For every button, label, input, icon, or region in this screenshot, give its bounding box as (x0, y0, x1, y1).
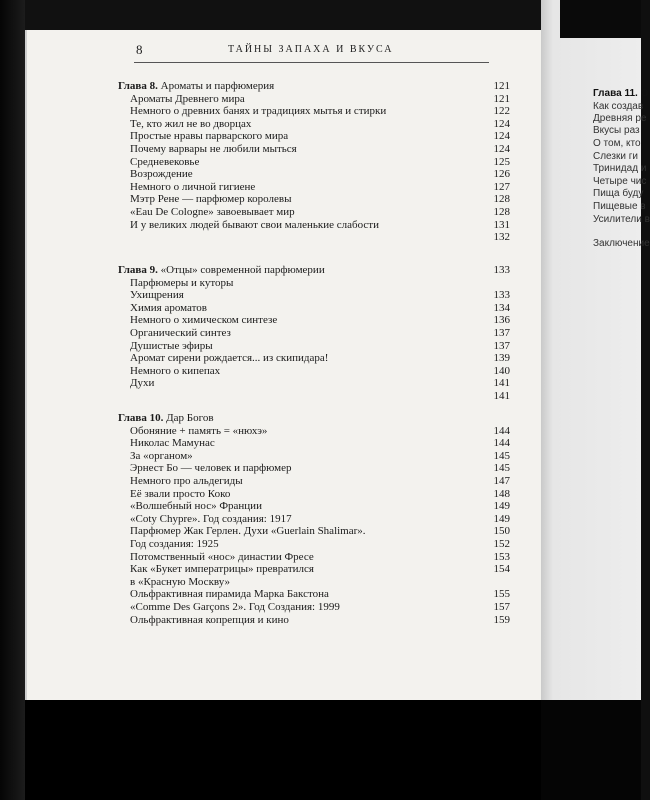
chapter-heading (110, 80, 510, 93)
toc-entry-title: Николас Мамунас (130, 437, 215, 450)
chapter-heading (110, 264, 510, 277)
chapter-9 (110, 264, 510, 403)
toc-entry-page: 150 (493, 525, 510, 538)
toc-entry-page: 125 (493, 155, 510, 168)
toc-entry-page: 148 (493, 487, 510, 500)
chapter-page: 133 (493, 264, 510, 276)
toc-entry-page: 132 (493, 231, 510, 244)
toc-entry-page: 154 (493, 563, 510, 576)
toc-entry (110, 118, 510, 131)
toc-entry (110, 193, 510, 206)
toc-entry (110, 500, 510, 513)
toc-entry-title: Простые нравы парварского мира (130, 130, 289, 143)
toc-entry-page: 139 (493, 352, 510, 365)
toc-entry (110, 340, 510, 353)
toc-entry-page: 124 (493, 117, 510, 130)
toc-entry (110, 314, 510, 327)
toc-entry-page: 126 (493, 168, 510, 181)
toc-entry (110, 538, 510, 551)
toc-entry (110, 352, 510, 365)
toc-entry (110, 219, 510, 232)
toc-entry (110, 289, 510, 302)
toc-entry (110, 576, 510, 589)
toc-entry (110, 327, 510, 340)
toc-entry (110, 105, 510, 118)
facing-page-line: Как создав (593, 101, 644, 112)
toc-entry-title: Ольфрактивная пирамида Марка Бакстона (130, 588, 329, 601)
toc-entry (110, 143, 510, 156)
toc-entry-title: «Comme Des Garçons 2». Год Создания: 1999 (130, 600, 340, 613)
chapter-8 (110, 80, 510, 244)
toc-entry-page: 153 (493, 550, 510, 563)
toc-entry (110, 231, 510, 244)
toc-entry-page: 157 (493, 600, 510, 613)
facing-page-line: О том, кто (593, 138, 641, 149)
toc-entry-page: 144 (493, 437, 510, 450)
toc-entry-title: Ухищрения (130, 289, 184, 302)
facing-page-chapter-title: Глава 11. О (593, 88, 649, 99)
toc-entry-page: 124 (493, 142, 510, 155)
toc-entry-page: 140 (493, 364, 510, 377)
toc-entry-title: Парфюмеры и куторы (130, 276, 234, 289)
toc-entry-title: Потомственный «нос» династии Фресе (130, 550, 314, 563)
toc-entry-page: 152 (493, 537, 510, 550)
toc-entry (110, 588, 510, 601)
toc-entry (110, 390, 510, 403)
toc-entry-title: За «органом» (130, 449, 193, 462)
facing-page-line: Слезки ги (593, 151, 638, 162)
toc-entry (110, 181, 510, 194)
toc-entry-title: Немного о личной гигиене (130, 180, 256, 193)
toc-entry-title: Духи (130, 377, 155, 390)
toc-entry-page: 121 (493, 92, 510, 105)
toc-entry-title: Немного о химическом синтезе (130, 314, 278, 327)
toc-entry (110, 450, 510, 463)
toc-entry-title: И у великих людей бывают свои маленькие слабости (130, 218, 379, 231)
toc-entry (110, 302, 510, 315)
toc-entry-page: 159 (493, 613, 510, 626)
toc-entry-title: Немного про альдегиды (130, 474, 243, 487)
book-spine-shadow (0, 0, 25, 800)
toc-entry (110, 377, 510, 390)
toc-entry-page: 128 (493, 205, 510, 218)
toc-entry-page: 131 (493, 218, 510, 231)
toc-entry-title: Органический синтез (130, 326, 231, 339)
toc-entry (110, 206, 510, 219)
chapter-title: Ароматы и парфюмерия (160, 80, 275, 92)
scan-background-corner (560, 0, 641, 38)
toc-entry-title: Парфюмер Жак Герлен. Духи «Guerlain Shalimar». (130, 525, 366, 538)
toc-entry-page: 149 (493, 500, 510, 513)
toc-entry (110, 277, 510, 290)
toc-entry-title: Как «Букет императрицы» превратился (130, 563, 314, 576)
facing-page-line: Древняя ре (593, 113, 647, 124)
toc-entry-page: 147 (493, 474, 510, 487)
toc-entry-title: Возрождение (130, 168, 193, 181)
toc-entry (110, 513, 510, 526)
toc-entry (110, 525, 510, 538)
toc-entry (110, 475, 510, 488)
toc-entry-page: 134 (493, 301, 510, 314)
chapter-label: Глава 9. (118, 264, 158, 276)
chapter-heading (110, 412, 510, 425)
toc-entry-title: «Волшебный нос» Франции (130, 500, 262, 513)
toc-entry-page: 128 (493, 193, 510, 206)
toc-entry-title: Мэтр Рене — парфюмер королевы (130, 193, 292, 206)
toc-entry-title: «Coty Chypre». Год создания: 1917 (130, 512, 292, 525)
toc-entry-page: 141 (493, 377, 510, 390)
toc-entry (110, 130, 510, 143)
toc-entry (110, 563, 510, 576)
page-number: 8 (136, 42, 143, 57)
toc-entry (110, 168, 510, 181)
chapter-label: Глава 8. (118, 80, 158, 92)
toc-entry-title: «Eau De Cologne» завоевывает мир (130, 205, 295, 218)
toc-entry (110, 425, 510, 438)
header-rule (134, 62, 489, 63)
toc-entry-page: 124 (493, 130, 510, 143)
scan-background-corner-bottom (541, 700, 641, 800)
chapter-title: «Отцы» современной парфюмерии (160, 264, 325, 276)
toc-entry-title: Средневековье (130, 155, 200, 168)
toc-entry-title: Обоняние + память = «нюхэ» (130, 424, 268, 437)
facing-page-line: Пищевые в (593, 201, 646, 212)
toc-entry-title: Немного о древних банях и традициях мытья и стирки (130, 105, 387, 118)
facing-page-line: Вкусы раз (593, 125, 640, 136)
toc-entry-title: Год создания: 1925 (130, 537, 219, 550)
toc-entry-title: Химия ароматов (130, 301, 207, 314)
toc-entry-page: 133 (493, 289, 510, 302)
toc-entry (110, 93, 510, 106)
toc-entry-title: Почему варвары не любили мыться (130, 142, 297, 155)
page-header (110, 38, 530, 58)
toc-entry-title: Душистые эфиры (130, 339, 213, 352)
toc-entry-title: Ароматы Древнего мира (130, 92, 245, 105)
toc-entry-title: Аромат сирени рождается... из скипидара! (130, 352, 329, 365)
toc-entry-page: 145 (493, 449, 510, 462)
chapter-title: Дар Богов (166, 412, 214, 424)
scan-background-bottom (25, 700, 541, 800)
toc-entry (110, 488, 510, 501)
toc-entry-page: 145 (493, 462, 510, 475)
toc-entry (110, 437, 510, 450)
toc-entry-page: 141 (493, 389, 510, 402)
facing-page-line: Заключение (593, 238, 650, 249)
toc-entry-page: 155 (493, 588, 510, 601)
toc-entry (110, 156, 510, 169)
chapter-page: 121 (493, 80, 510, 92)
toc-entry-page: 137 (493, 339, 510, 352)
chapter-label: Глава 10. (118, 412, 164, 424)
facing-page-line: Пища буду (593, 188, 644, 199)
toc-entry-page: 149 (493, 512, 510, 525)
toc-entry (110, 614, 510, 627)
toc-entry-title: Её звали просто Коко (130, 487, 231, 500)
facing-page-line: Тринидад и (593, 163, 647, 174)
toc-entry-title: Немного о кипепах (130, 364, 221, 377)
toc-entry-page: 127 (493, 180, 510, 193)
toc-entry-page: 144 (493, 424, 510, 437)
toc-entry-page: 137 (493, 326, 510, 339)
facing-page (541, 0, 650, 760)
facing-page-line: Четыре чис (593, 176, 647, 187)
toc-entry (110, 365, 510, 378)
toc-entry (110, 462, 510, 475)
toc-entry-page: 122 (493, 105, 510, 118)
toc-entry-title: в «Красную Москву» (130, 575, 230, 588)
toc-entry-title: Те, кто жил не во дворцах (130, 117, 252, 130)
toc-entry-title: Ольфрактивная копрепция и кино (130, 613, 289, 626)
toc-entry-page: 136 (493, 314, 510, 327)
running-title: ТАЙНЫ ЗАПАХА И ВКУСА (228, 44, 394, 55)
facing-page-line: Усилители в (593, 214, 650, 225)
toc-entry-title: Эрнест Бо — человек и парфюмер (130, 462, 292, 475)
toc-entry (110, 551, 510, 564)
chapter-10 (110, 412, 510, 626)
toc-entry (110, 601, 510, 614)
